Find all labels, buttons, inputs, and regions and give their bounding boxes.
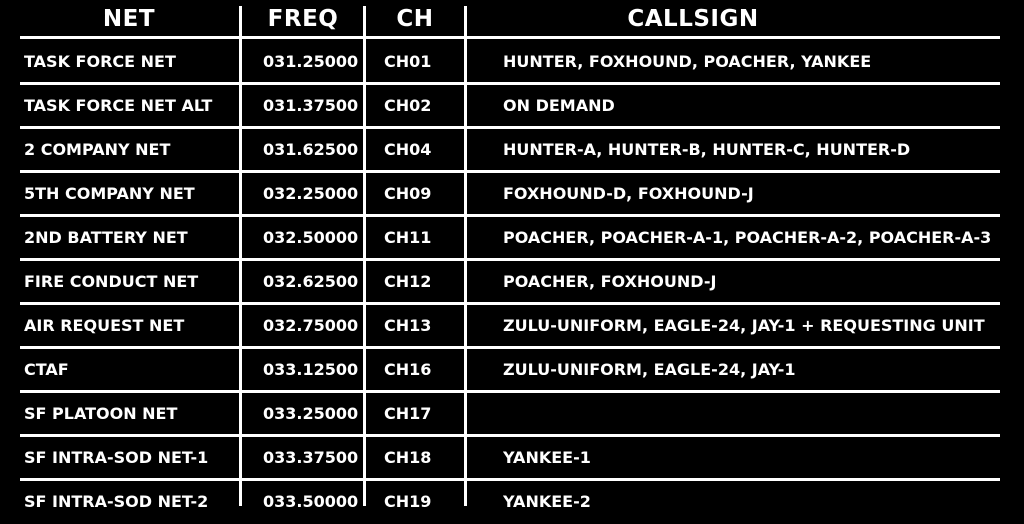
- cell-ch: CH17: [384, 404, 432, 423]
- cell-callsign: YANKEE-2: [503, 492, 591, 511]
- cell-ch: CH13: [384, 316, 432, 335]
- cell-net: TASK FORCE NET ALT: [24, 96, 213, 115]
- table-row: [0, 260, 1024, 304]
- cell-callsign: HUNTER, FOXHOUND, POACHER, YANKEE: [503, 52, 872, 71]
- cell-freq: 031.62500: [263, 140, 359, 159]
- cell-net: FIRE CONDUCT NET: [24, 272, 199, 291]
- cell-ch: CH18: [384, 448, 432, 467]
- cell-net: SF INTRA-SOD NET-1: [24, 448, 209, 467]
- cell-ch: CH02: [384, 96, 432, 115]
- cell-freq: 031.37500: [263, 96, 359, 115]
- header-callsign: CALLSIGN: [627, 6, 759, 32]
- table-row: [0, 436, 1024, 480]
- cell-callsign: YANKEE-1: [503, 448, 591, 467]
- row-divider: [20, 36, 1000, 39]
- cell-freq: 033.25000: [263, 404, 359, 423]
- table-row: [0, 392, 1024, 436]
- cell-freq: 032.75000: [263, 316, 359, 335]
- cell-callsign: POACHER, FOXHOUND-J: [503, 272, 717, 291]
- table-header: [0, 0, 1024, 38]
- header-ch: CH: [396, 6, 434, 32]
- cell-ch: CH11: [384, 228, 432, 247]
- cell-net: AIR REQUEST NET: [24, 316, 185, 335]
- cell-ch: CH09: [384, 184, 432, 203]
- table-row: [0, 84, 1024, 128]
- cell-callsign: POACHER, POACHER-A-1, POACHER-A-2, POACHER-A-3: [503, 228, 992, 247]
- cell-ch: CH04: [384, 140, 432, 159]
- cell-net: SF INTRA-SOD NET-2: [24, 492, 209, 511]
- cell-ch: CH19: [384, 492, 432, 511]
- cell-freq: 031.25000: [263, 52, 359, 71]
- cell-ch: CH12: [384, 272, 432, 291]
- cell-ch: CH01: [384, 52, 432, 71]
- cell-net: 5TH COMPANY NET: [24, 184, 195, 203]
- cell-freq: 032.25000: [263, 184, 359, 203]
- cell-net: SF PLATOON NET: [24, 404, 178, 423]
- cell-freq: 033.12500: [263, 360, 359, 379]
- cell-net: 2ND BATTERY NET: [24, 228, 188, 247]
- cell-callsign: ON DEMAND: [503, 96, 615, 115]
- cell-callsign: ZULU-UNIFORM, EAGLE-24, JAY-1: [503, 360, 796, 379]
- cell-freq: 033.37500: [263, 448, 359, 467]
- table-row: [0, 480, 1024, 524]
- table-row: [0, 172, 1024, 216]
- cell-net: TASK FORCE NET: [24, 52, 176, 71]
- cell-net: CTAF: [24, 360, 69, 379]
- cell-net: 2 COMPANY NET: [24, 140, 171, 159]
- table-row: [0, 40, 1024, 84]
- table-row: [0, 128, 1024, 172]
- cell-freq: 033.50000: [263, 492, 359, 511]
- table-row: [0, 216, 1024, 260]
- cell-callsign: [503, 392, 1003, 436]
- cell-freq: 032.62500: [263, 272, 359, 291]
- table-row: [0, 348, 1024, 392]
- header-net: NET: [102, 6, 156, 32]
- cell-ch: CH16: [384, 360, 432, 379]
- table-row: [0, 304, 1024, 348]
- cell-callsign: ZULU-UNIFORM, EAGLE-24, JAY-1 + REQUESTING UNIT: [503, 316, 985, 335]
- cell-callsign: FOXHOUND-D, FOXHOUND-J: [503, 184, 754, 203]
- cell-freq: 032.50000: [263, 228, 359, 247]
- header-freq: FREQ: [267, 6, 339, 32]
- cell-callsign: HUNTER-A, HUNTER-B, HUNTER-C, HUNTER-D: [503, 140, 911, 159]
